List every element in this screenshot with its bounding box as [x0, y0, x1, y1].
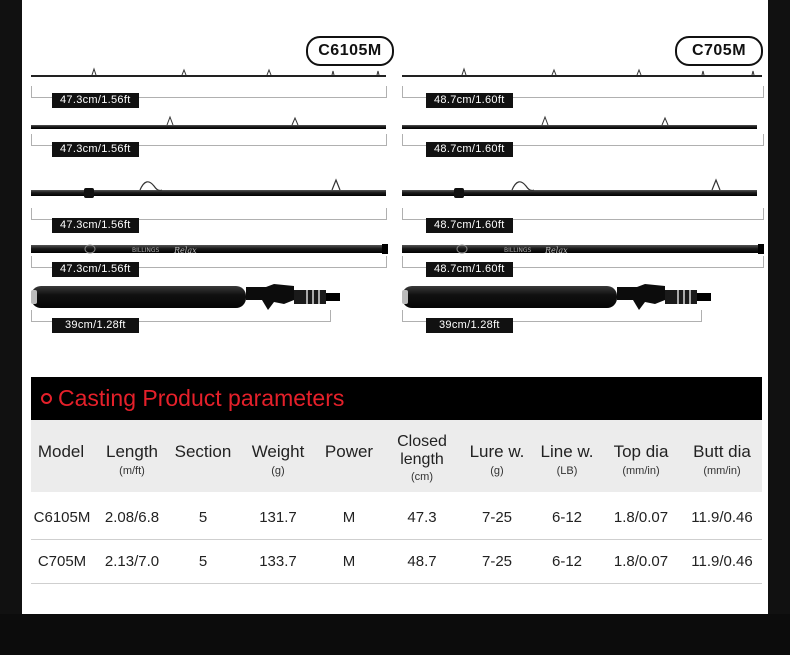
section-length-label: 48.7cm/1.60ft	[426, 142, 513, 157]
cell-butt-dia: 11.9/0.46	[691, 553, 753, 570]
params-header	[31, 377, 762, 420]
section-length-label: 47.3cm/1.56ft	[52, 262, 139, 277]
cell-weight: 131.7	[259, 509, 297, 526]
c705m-section-4	[402, 244, 764, 255]
c6105m-section-4	[31, 244, 388, 255]
col-header-lure-weight: Lure w. (g)	[469, 442, 525, 477]
section-length-label: 47.3cm/1.56ft	[52, 142, 139, 157]
section-length-label: 47.3cm/1.56ft	[52, 93, 139, 108]
cell-section: 5	[198, 509, 208, 526]
cell-lure-weight: 7-25	[481, 509, 513, 526]
product-sheet	[22, 0, 768, 614]
col-header-weight: Weight (g)	[251, 442, 305, 477]
col-header-length: Length (m/ft)	[106, 442, 158, 477]
section-length-label: 48.7cm/1.60ft	[426, 218, 513, 233]
col-header-closed-length: Closed length (cm)	[397, 433, 447, 483]
cell-butt-dia: 11.9/0.46	[691, 509, 753, 526]
cell-model: C705M	[37, 553, 87, 570]
cell-length: 2.13/7.0	[104, 553, 160, 570]
section-length-label: 48.7cm/1.60ft	[426, 262, 513, 277]
cell-power: M	[342, 509, 356, 526]
c6105m-handle	[31, 284, 340, 310]
cell-power: M	[342, 553, 356, 570]
col-header-power: Power	[324, 442, 374, 461]
section-length-label: 48.7cm/1.60ft	[426, 93, 513, 108]
cell-length: 2.08/6.8	[104, 509, 160, 526]
svg-text:BILLINGS: BILLINGS	[132, 247, 160, 254]
col-header-line-weight: Line w. (LB)	[540, 442, 594, 477]
col-header-top-dia: Top dia (mm/in)	[613, 442, 669, 477]
cell-top-dia: 1.8/0.07	[613, 553, 669, 570]
cell-closed-length: 47.3	[407, 509, 437, 526]
table-row	[31, 540, 762, 584]
cell-closed-length: 48.7	[407, 553, 437, 570]
c6105m-section-1	[31, 69, 386, 77]
col-header-butt-dia: Butt dia (mm/in)	[693, 442, 751, 477]
cell-model: C6105M	[33, 509, 91, 526]
section-length-label: 39cm/1.28ft	[426, 318, 513, 333]
section-length-label: 39cm/1.28ft	[52, 318, 139, 333]
circle-bullet-icon	[41, 393, 52, 404]
model-badge-c705m: C705M	[675, 36, 763, 66]
svg-text:BILLINGS: BILLINGS	[504, 247, 532, 254]
col-header-section: Section	[174, 442, 232, 461]
c705m-handle	[402, 284, 711, 310]
c6105m-section-2	[31, 117, 386, 129]
params-title: Casting Product parameters	[58, 385, 345, 411]
c705m-section-2	[402, 117, 757, 129]
cell-line-weight: 6-12	[551, 509, 583, 526]
cell-weight: 133.7	[259, 553, 297, 570]
table-row	[31, 496, 762, 540]
cell-section: 5	[198, 553, 208, 570]
rod-sections-drawing	[22, 0, 768, 340]
c705m-section-1	[402, 69, 762, 77]
c6105m-section-3	[31, 180, 386, 198]
c705m-section-3	[402, 180, 757, 198]
cell-line-weight: 6-12	[551, 553, 583, 570]
cell-top-dia: 1.8/0.07	[613, 509, 669, 526]
cell-lure-weight: 7-25	[481, 553, 513, 570]
bottom-band	[0, 614, 790, 655]
section-length-label: 47.3cm/1.56ft	[52, 218, 139, 233]
params-table-header	[31, 420, 762, 492]
model-badge-c6105m: C6105M	[306, 36, 394, 66]
svg-text:Relax: Relax	[174, 246, 197, 255]
svg-text:Relax: Relax	[545, 246, 568, 255]
col-header-model: Model	[37, 442, 85, 461]
